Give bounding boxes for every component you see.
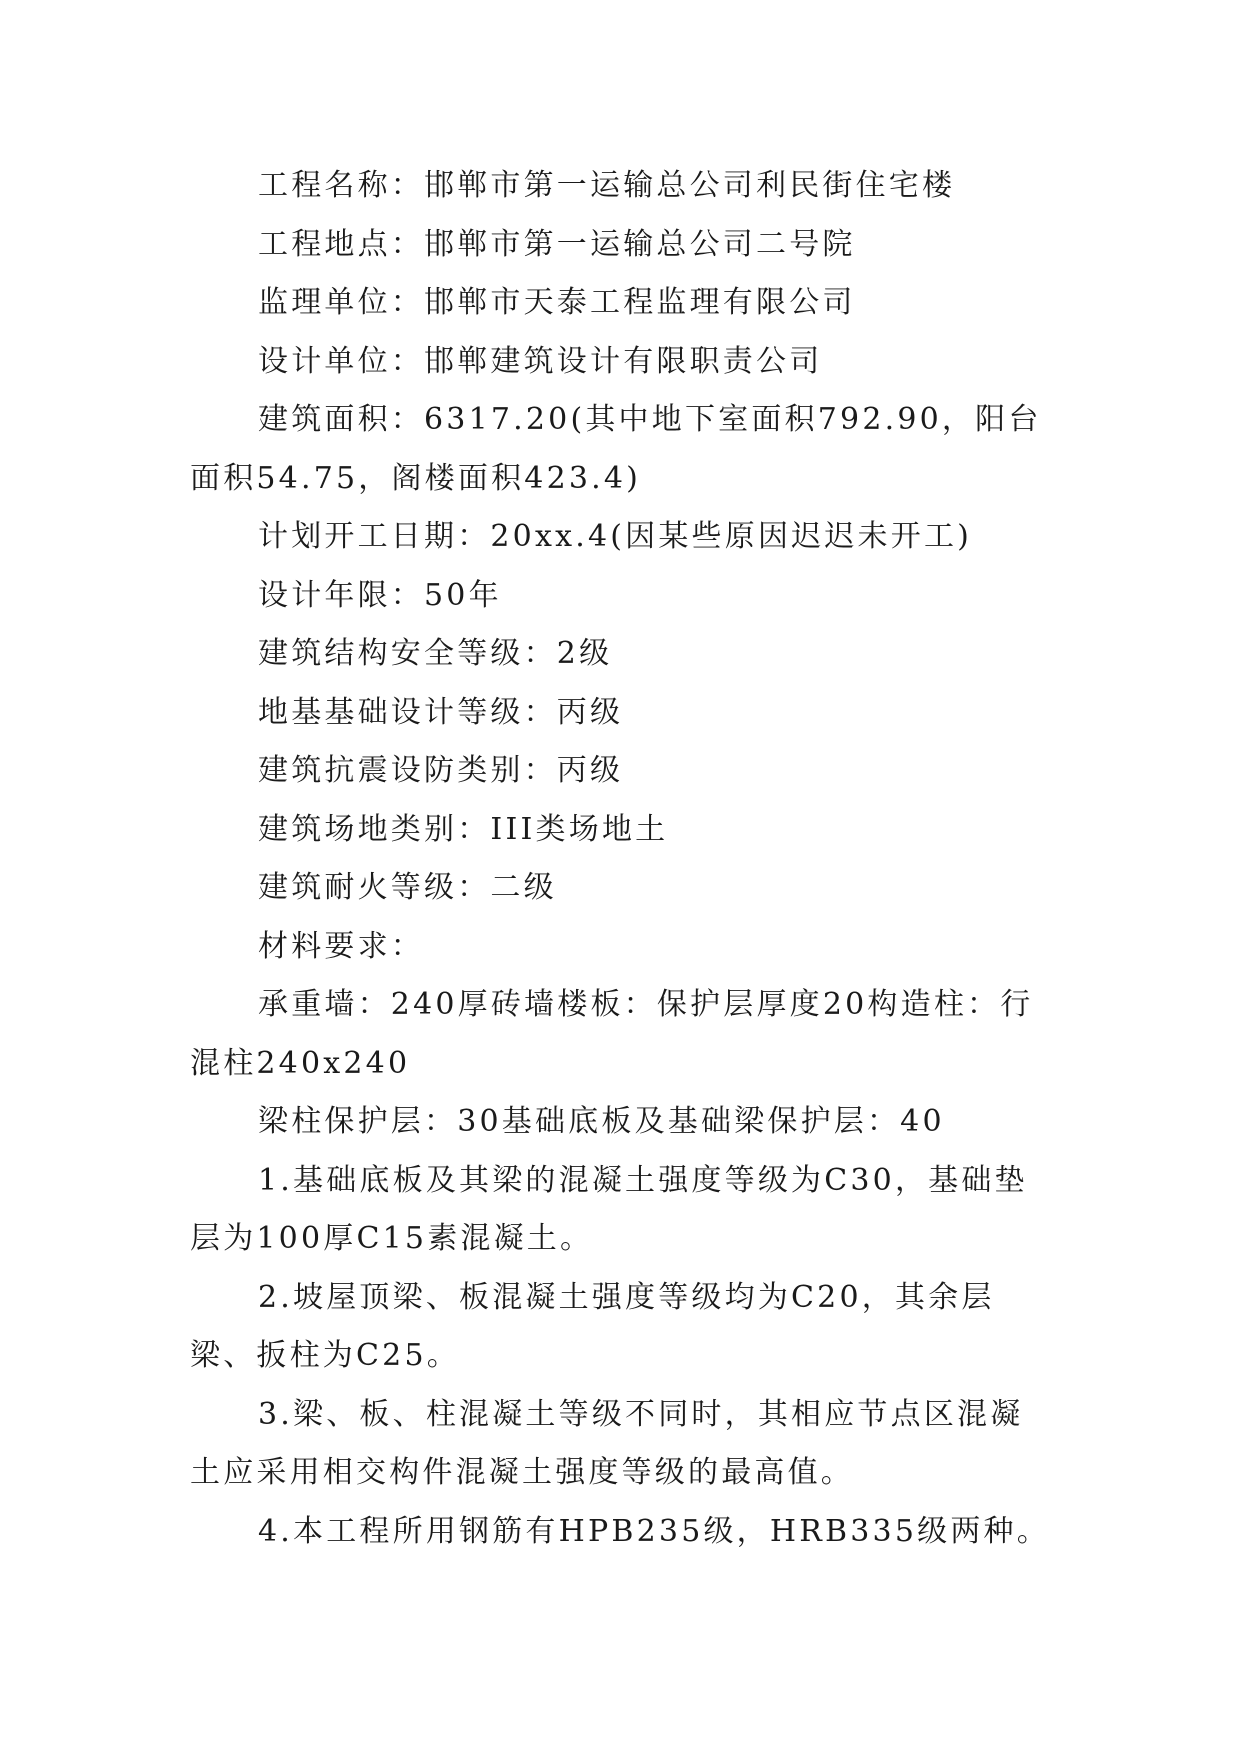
paragraph-item-1: 1.基础底板及其梁的混凝土强度等级为C30，基础垫层为100厚C15素混凝土。 (190, 1162, 1028, 1256)
paragraph-design-unit: 设计单位：邯郸建筑设计有限职责公司 (258, 343, 823, 379)
paragraph-project-name: 工程名称：邯郸市第一运输总公司利民街住宅楼 (258, 168, 956, 203)
document-body (190, 157, 1052, 1561)
paragraph-supervision-unit: 监理单位：邯郸市天泰工程监理有限公司 (258, 285, 856, 320)
paragraph-item-3: 3.梁、板、柱混凝土等级不同时，其相应节点区混凝土应采用相交构件混凝土强度等级的最高值。 (190, 1396, 1024, 1490)
paragraph-load-bearing-wall: 承重墙：240厚砖墙楼板：保护层厚度20构造柱：行混柱240x240 (190, 987, 1034, 1081)
paragraph-structural-safety-grade: 建筑结构安全等级：2级 (258, 636, 613, 671)
paragraph-beam-column-cover: 梁柱保护层：30基础底板及基础梁保护层：40 (258, 1104, 945, 1139)
paragraph-item-4: 4.本工程所用钢筋有HPB235级，HRB335级两种。 (258, 1513, 1050, 1549)
paragraph-project-location: 工程地点：邯郸市第一运输总公司二号院 (258, 226, 856, 262)
paragraph-item-2: 2.坡屋顶梁、板混凝土强度等级均为C20，其余层梁、扳柱为C25。 (190, 1279, 995, 1373)
paragraph-fire-resistance-grade: 建筑耐火等级：二级 (258, 870, 557, 905)
paragraph-planned-start-date: 计划开工日期：20xx.4(因某些原因迟迟未开工) (258, 519, 973, 554)
paragraph-design-life: 设计年限：50年 (258, 577, 502, 613)
paragraph-building-area: 建筑面积：6317.20(其中地下室面积792.90，阳台面积54.75，阁楼面积423.4) (190, 402, 1042, 496)
paragraph-foundation-design-grade: 地基基础设计等级：丙级 (258, 694, 624, 730)
paragraph-material-requirements: 材料要求： (258, 928, 424, 964)
paragraph-site-category: 建筑场地类别：III类场地土 (258, 811, 669, 847)
paragraph-seismic-category: 建筑抗震设防类别：丙级 (258, 753, 624, 788)
